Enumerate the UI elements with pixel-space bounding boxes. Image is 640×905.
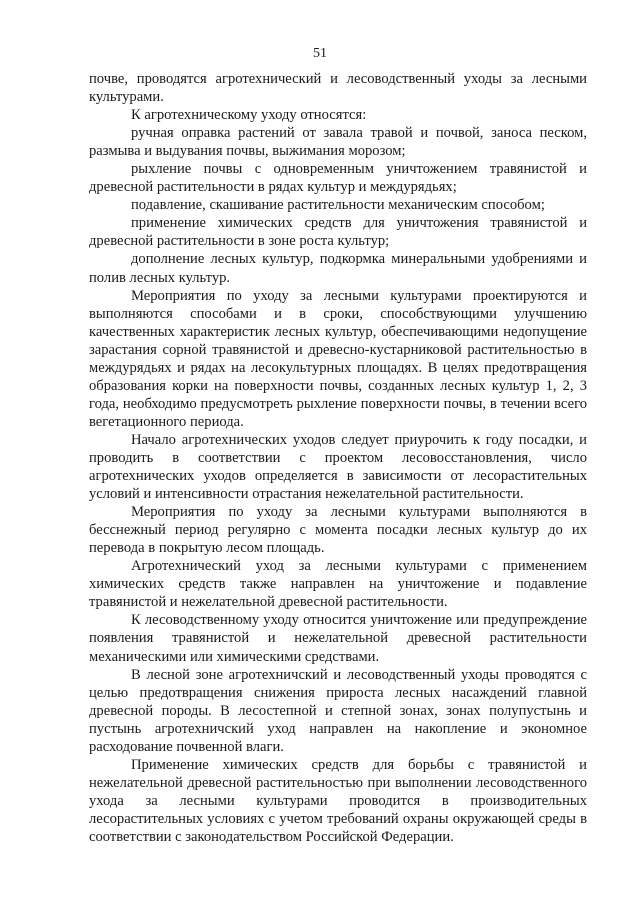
page-number: 51	[313, 46, 327, 61]
paragraph: Мероприятия по уходу за лесными культурами проектируются и выполняются способами и в сроки, способствующими улучшению качественных характеристик лесных культур, обеспечивающими недопущение зарастания сорной травянистой и древесно-кустарниковой растительностью в междурядьях и рядах на лесокультурных площадях. В целях предотвращения образования корки на поверхности почвы, созданных лесных культур 1, 2, 3 года, необходимо предусмотреть рыхление поверхности почвы, в течении всего вегетационного периода.	[89, 287, 587, 430]
paragraph: ручная оправка растений от завала травой и почвой, заноса песком, размыва и выдувания почвы, выжимания морозом;	[89, 125, 587, 160]
paragraph: В лесной зоне агротехничский и лесоводственный уходы проводятся с целью предотвращения снижения прироста лесных насаждений главной древесной породы. В лесостепной и степной зонах, зонах полупустынь и пустынь агротехничский уход направлен на накопление и экономное расходование почвенной влаги.	[89, 666, 587, 755]
paragraph: К агротехническому уходу относятся:	[131, 107, 367, 124]
paragraph: подавление, скашивание растительности механическим способом;	[131, 197, 545, 214]
paragraph: К лесоводственному уходу относится уничтожение или предупреждение появления травянистой и нежелательной древесной растительности механическими или химическими средствами.	[89, 612, 587, 665]
paragraph: Применение химических средств для борьбы с травянистой и нежелательной древесной растительностью при выполнении лесоводственного ухода за лесными культурами проводится в производительных лесорастительных условиях с учетом требований охраны окружающей среды в соответствии с законодательством Российской Федерации.	[89, 756, 587, 845]
paragraph: Начало агротехнических уходов следует приурочить к году посадки, и проводить в соответствии с проектом лесовосстановления, число агротехнических уходов определяется в зависимости от лесорастительных условий и интенсивности отрастания нежелательной растительности.	[89, 431, 587, 503]
paragraph: Мероприятия по уходу за лесными культурами выполняются в бесснежный период регулярно с момента посадки лесных культур до их перевода в покрытую лесом площадь.	[89, 504, 587, 557]
paragraph: Агротехнический уход за лесными культурами с применением химических средств также направлен на уничтожение и подавление травянистой и нежелательной древесной растительности.	[89, 558, 587, 611]
document-body	[89, 70, 587, 846]
paragraph: применение химических средств для уничтожения травянистой и древесной растительности в зоне роста культур;	[89, 215, 587, 250]
paragraph: рыхление почвы с одновременным уничтожением травянистой и древесной растительности в рядах культур и междурядьях;	[89, 161, 587, 196]
paragraph: дополнение лесных культур, подкормка минеральными удобрениями и полив лесных культур.	[89, 251, 587, 286]
paragraph: почве, проводятся агротехнический и лесоводственный уходы за лесными культурами.	[89, 71, 587, 106]
